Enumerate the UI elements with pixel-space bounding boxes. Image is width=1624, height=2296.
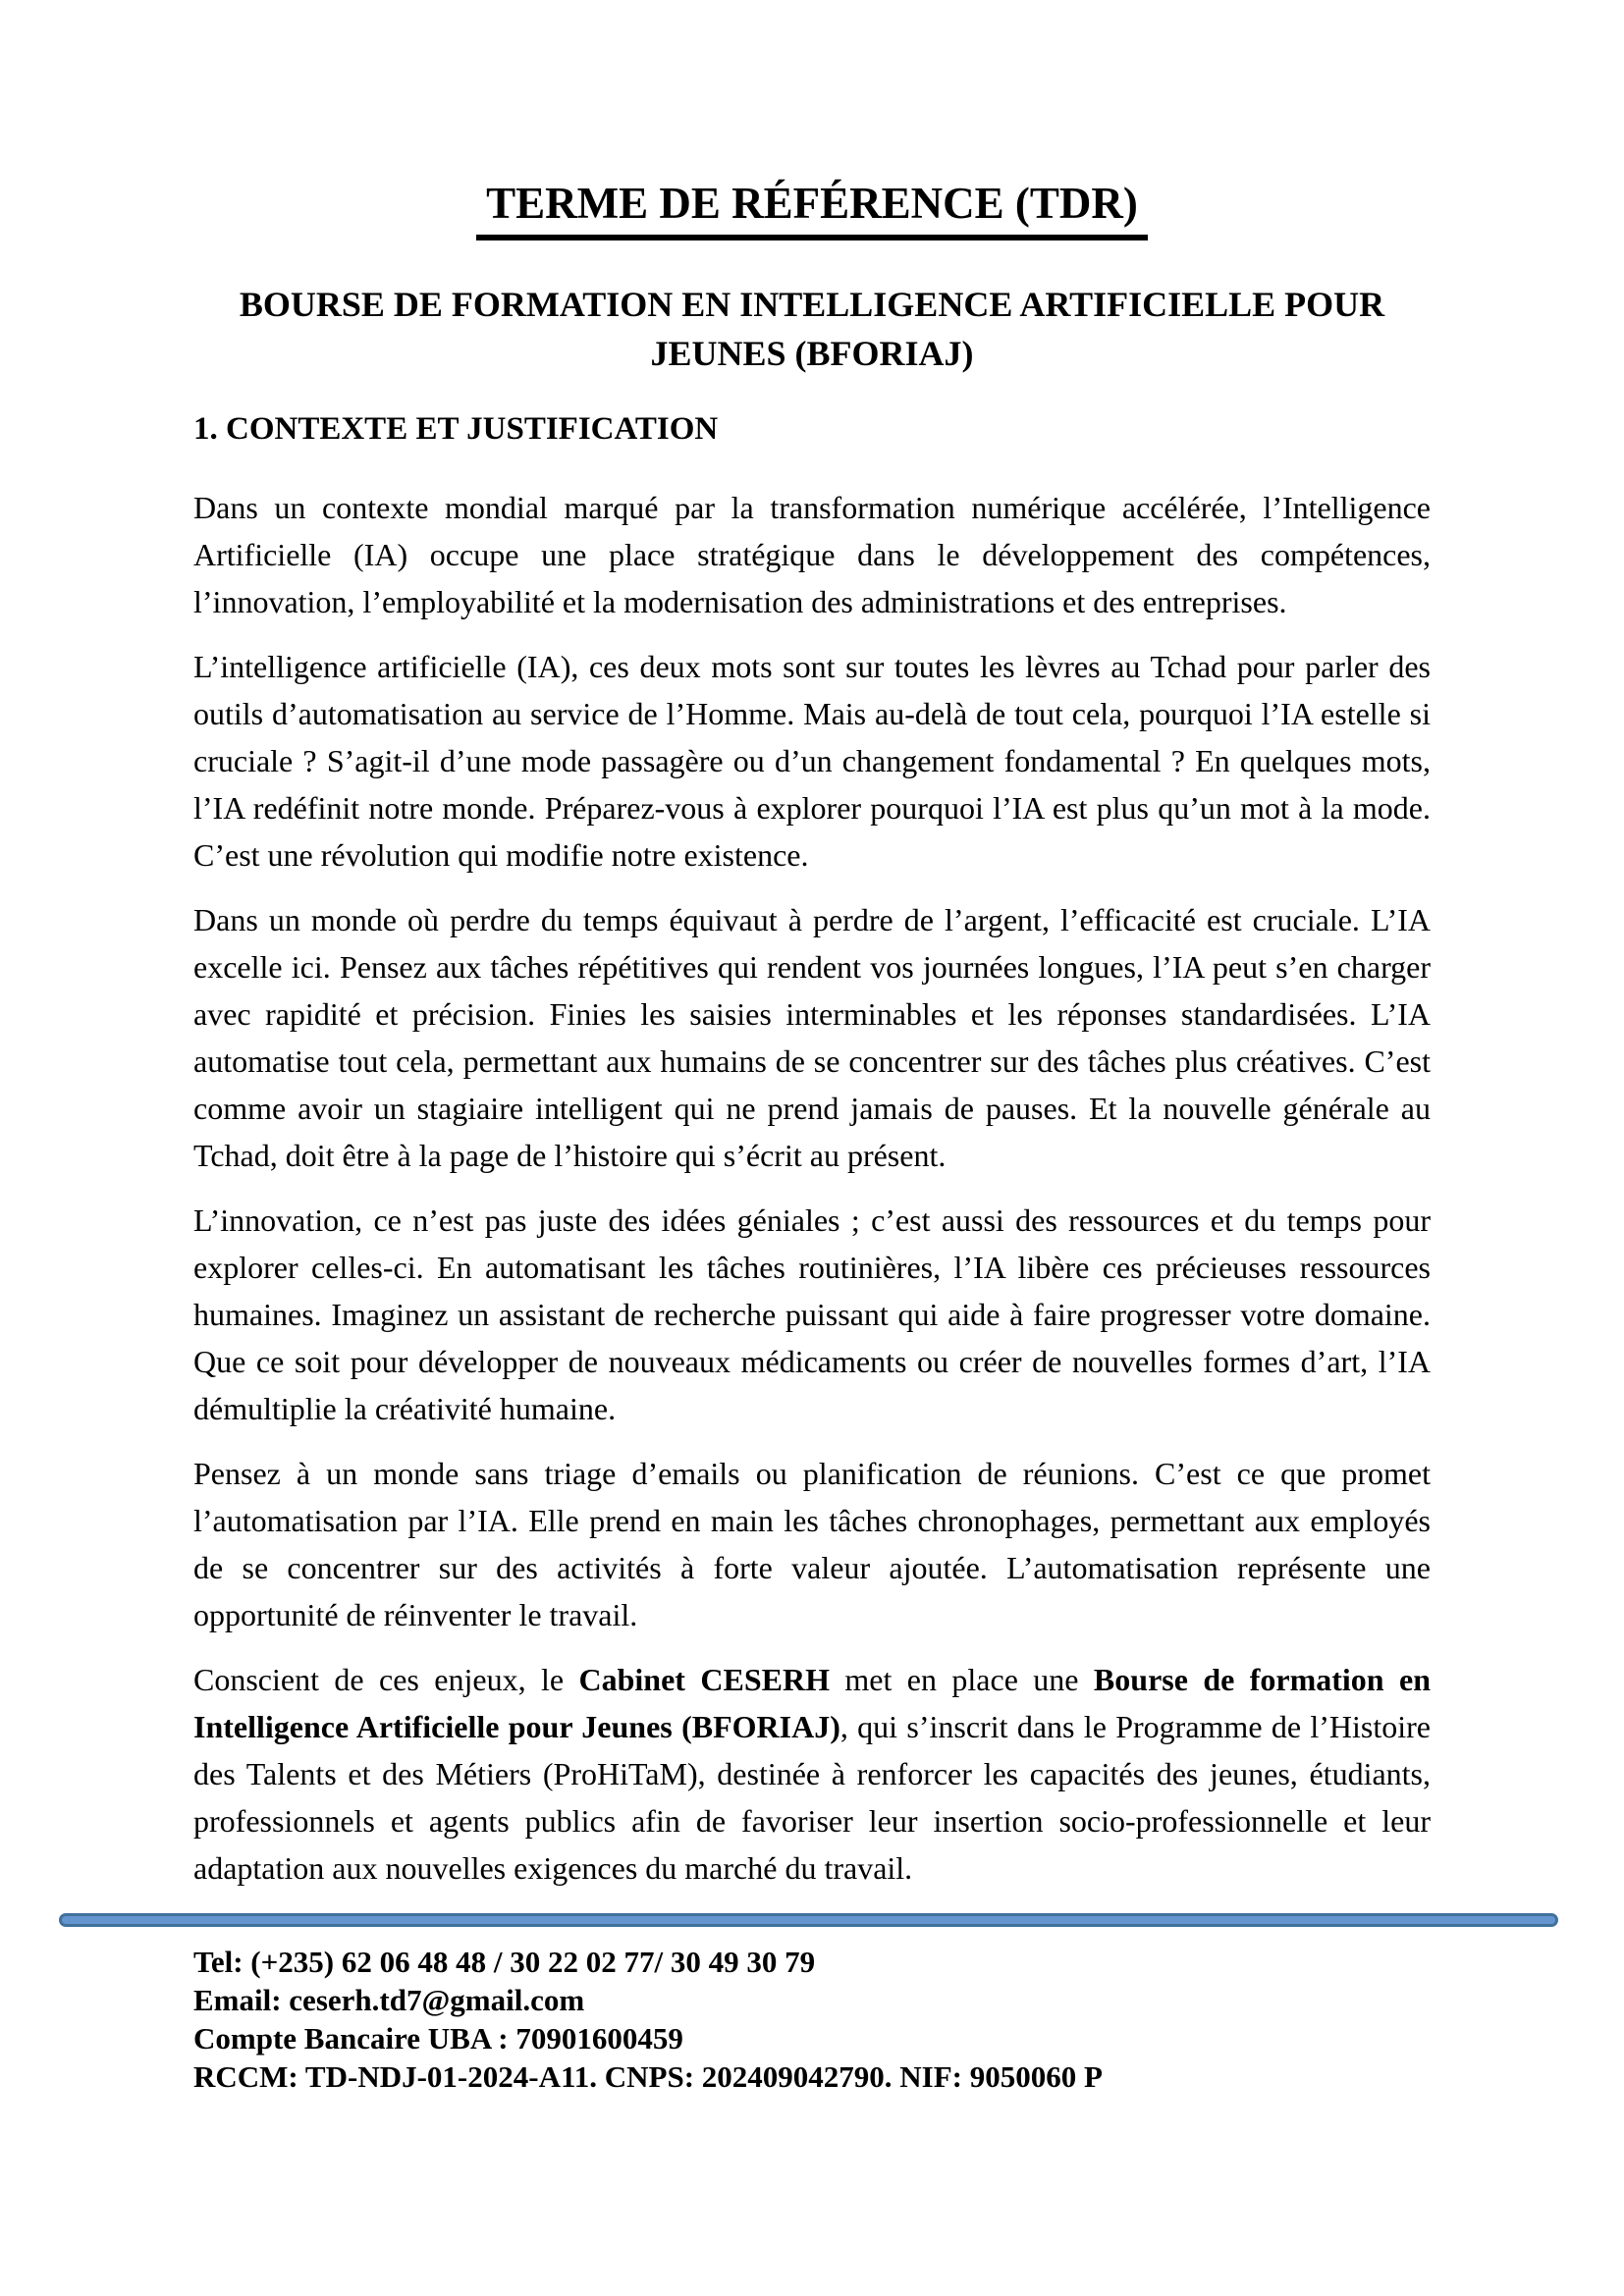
- body-paragraph-3: [193, 896, 1431, 1179]
- text-run: met en place une: [829, 1662, 1094, 1698]
- document-subtitle: BOURSE DE FORMATION EN INTELLIGENCE ARTIFICIELLE POUR JEUNES (BFORIAJ): [239, 284, 1385, 374]
- section-heading-context-justification: 1. CONTEXTE ET JUSTIFICATION: [193, 410, 719, 447]
- footer-line-telephone: Tel: (+235) 62 06 48 48 / 30 22 02 77/ 30 49 30 79: [193, 1945, 816, 1980]
- body-paragraph-4: [193, 1197, 1431, 1432]
- footer-contact-block: [193, 1943, 1431, 2096]
- text-run: Dans un monde où perdre du temps équivaut à perdre de l’argent, l’efficacité est cruciale. L’IA excelle ici. Pensez aux tâches répétitives qui rendent vos journées longues, l’IA peut s’en charger avec rapidité et précision. Finies les saisies interminables et les réponses standardisées. L’IA automatise tout cela, permettant aux humains de se concentrer sur des tâches plus créatives. C’est comme avoir un stagiaire intelligent qui ne prend jamais de pauses. Et la nouvelle générale au Tchad, doit être à la page de l’histoire qui s’écrit au présent.: [193, 902, 1431, 1174]
- text-run: Dans un contexte mondial marqué par la transformation numérique accélérée, l’Intelligence Artificielle (IA) occupe une place stratégique dans le développement des compétences, l’innovation, l’employabilité et la modernisation des administrations et des entreprises.: [193, 490, 1431, 620]
- bold-text-run: Bourse de formation en Intelligence Artificielle pour Jeunes (BFORIAJ): [193, 1662, 1432, 1745]
- text-run: L’innovation, ce n’est pas juste des idées géniales ; c’est aussi des ressources et du temps pour explorer celles-ci. En automatisant les tâches routinières, l’IA libère ces précieuses ressources humaines. Imaginez un assistant de recherche puissant qui aide à faire progresser votre domaine. Que ce soit pour développer de nouveaux médicaments ou créer de nouvelles formes d’art, l’IA démultiplie la créativité humaine.: [193, 1202, 1431, 1427]
- footer-line-email: Email: ceserh.td7@gmail.com: [193, 1983, 585, 2018]
- page-title-text: TERME DE RÉFÉRENCE (TDR): [476, 179, 1148, 240]
- text-run: , qui s’inscrit dans le Programme de l’Histoire des Talents et des Métiers (ProHiTaM), destinée à renforcer les capacités des jeunes, étudiants, professionnels et agents publics afin de favoriser leur insertion socio-professionnelle et leur adaptation aux nouvelles exigences du marché du travail.: [193, 1709, 1432, 1887]
- body-paragraph-2: [193, 643, 1431, 879]
- body-paragraph-1: [193, 484, 1431, 625]
- footer-line-bank-account: Compte Bancaire UBA : 70901600459: [193, 2021, 683, 2056]
- body-paragraph-5: [193, 1450, 1431, 1638]
- text-run: Conscient de ces enjeux, le: [193, 1662, 579, 1698]
- text-run: Pensez à un monde sans triage d’emails ou planification de réunions. C’est ce que promet l’automatisation par l’IA. Elle prend en main les tâches chronophages, permettant aux employés de se concentrer sur des activités à forte valeur ajoutée. L’automatisation représente une opportunité de réinventer le travail.: [193, 1456, 1431, 1633]
- body-paragraph-6: [193, 1656, 1431, 1892]
- bold-text-run: Cabinet CESERH: [578, 1662, 830, 1698]
- text-run: L’intelligence artificielle (IA), ces deux mots sont sur toutes les lèvres au Tchad pour parler des outils d’automatisation au service de l’Homme. Mais au-delà de tout cela, pourquoi l’IA estelle si cruciale ? S’agit-il d’une mode passagère ou d’un changement fondamental ? En quelques mots, l’IA redéfinit notre monde. Préparez-vous à explorer pourquoi l’IA est plus qu’un mot à la mode. C’est une révolution qui modifie notre existence.: [193, 649, 1431, 874]
- page-title: [193, 179, 1431, 240]
- footer-divider-bar: [59, 1913, 1558, 1927]
- body-text-block: [193, 484, 1431, 1892]
- footer-line-registration: RCCM: TD-NDJ-01-2024-A11. CNPS: 202409042790. NIF: 9050060 P: [193, 2059, 1103, 2095]
